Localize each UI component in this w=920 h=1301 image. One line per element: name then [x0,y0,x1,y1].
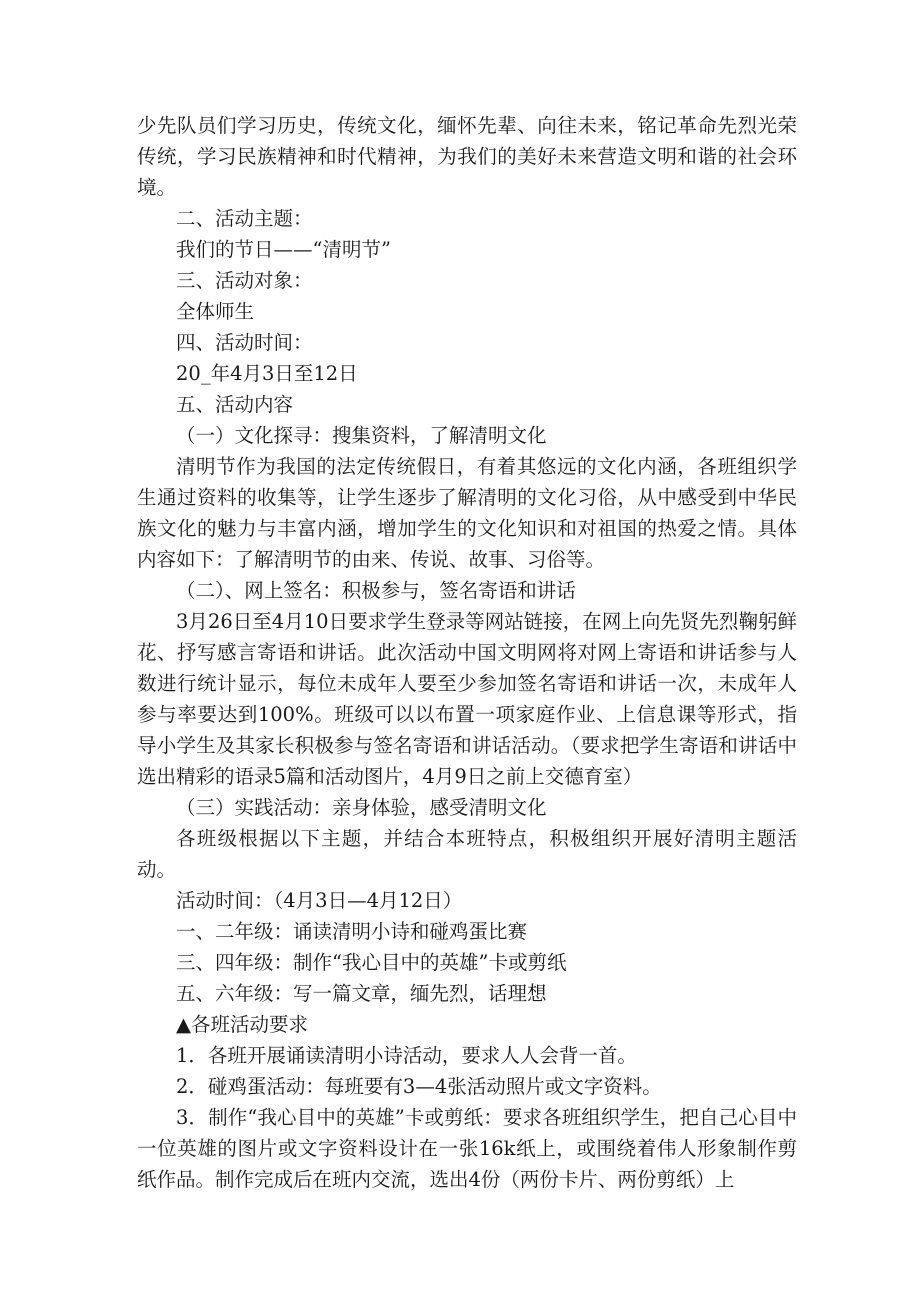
requirement-item-3: 3．制作“我心目中的英雄”卡或剪纸：要求各班组织学生，把自己心目中一位英雄的图片或文字资料设计在一张16k纸上，或围绕着伟人形象制作剪纸作品。制作完成后在班内交流，选出4份（两份卡片、两份剪纸）上 [137,1106,797,1191]
heading-activity-target: 三、活动对象： [176,269,313,292]
subheading-practice-activity: （三）实践活动：亲身体验，感受清明文化 [176,796,547,819]
paragraph-online-signature: 3月26日至4月10日要求学生登录等网站链接，在网上向先贤先烈鞠躬鲜花、抒写感言寄语和讲话。此次活动中国文明网将对网上寄语和讲话参与人数进行统计显示，每位未成年人要至少参加签名寄语和讲话一次，未成年人参与率要达到100%。班级可以以布置一项家庭作业、上信息课等形式，指导小学生及其家长积极参与签名寄语和讲话活动。（要求把学生寄语和讲话中选出精彩的语录5篇和活动图片，4月9日之前上交德育室） [137,610,797,788]
heading-class-requirements: ▲各班活动要求 [176,1013,308,1036]
paragraph-intro: 少先队员们学习历史，传统文化，缅怀先辈、向往未来，铭记革命先烈光荣传统，学习民族精神和时代精神，为我们的美好未来营造文明和谐的社会环境。 [137,114,797,199]
subheading-culture-exploration: （一）文化探寻：搜集资料，了解清明文化 [176,424,547,447]
activity-time-value: 20_年4月3日至12日 [176,362,358,385]
heading-activity-content: 五、活动内容 [176,393,294,416]
heading-activity-time: 四、活动时间： [176,331,313,354]
practice-activity-time: 活动时间：（4月3日—4月12日） [176,889,463,912]
grade-5-6-activity: 五、六年级：写一篇文章，缅先烈，话理想 [176,982,547,1005]
heading-activity-theme: 二、活动主题： [176,207,313,230]
grade-1-2-activity: 一、二年级：诵读清明小诗和碰鸡蛋比赛 [176,920,528,943]
paragraph-culture-exploration: 清明节作为我国的法定传统假日，有着其悠远的文化内涵，各班组织学生通过资料的收集等，让学生逐步了解清明的文化习俗，从中感受到中华民族文化的魅力与丰富内涵，增加学生的文化知识和对祖国的热爱之情。具体内容如下：了解清明节的由来、传说、故事、习俗等。 [137,455,797,571]
requirement-item-1: 1．各班开展诵读清明小诗活动，要求人人会背一首。 [176,1044,637,1067]
paragraph-practice-activity: 各班级根据以下主题，并结合本班特点，积极组织开展好清明主题活动。 [137,827,797,881]
activity-theme-value: 我们的节日——“清明节” [176,238,391,261]
subheading-online-signature: （二）、网上签名：积极参与，签名寄语和讲话 [176,579,576,602]
requirement-item-2: 2．碰鸡蛋活动：每班要有3—4张活动照片或文字资料。 [176,1075,662,1098]
activity-target-value: 全体师生 [176,300,255,323]
grade-3-4-activity: 三、四年级：制作“我心目中的英雄”卡或剪纸 [176,951,567,974]
document-body [137,110,797,1195]
